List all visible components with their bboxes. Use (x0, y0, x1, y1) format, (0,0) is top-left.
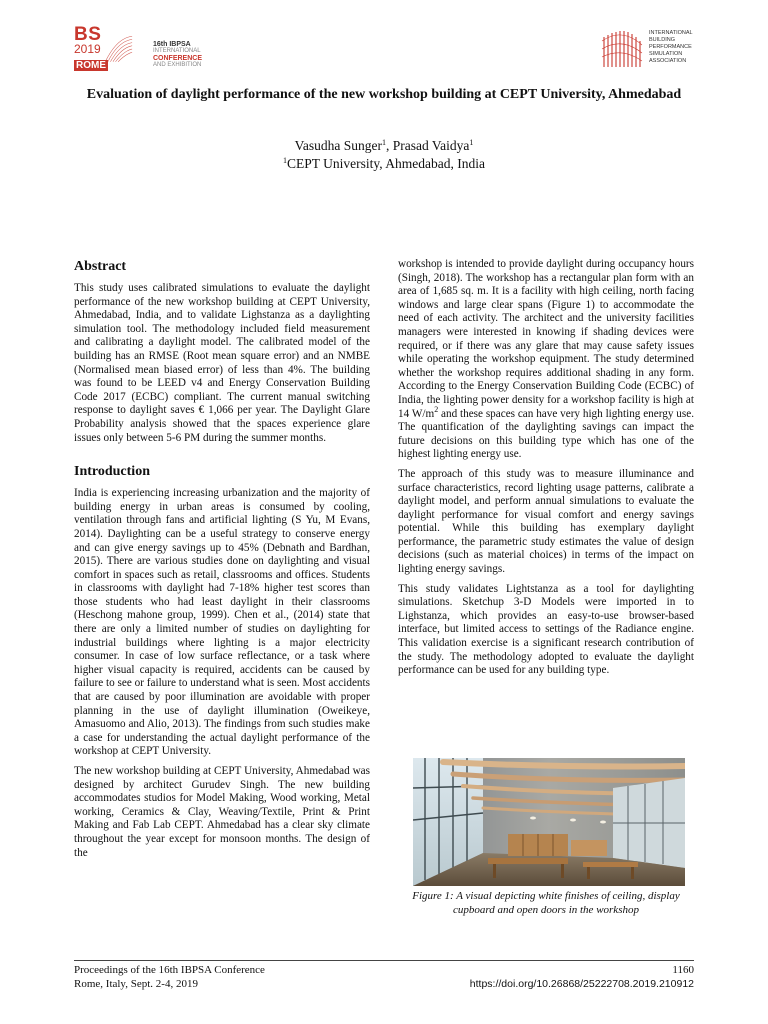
bs-logo-letters: BS (74, 24, 102, 45)
footer-meta (420, 963, 694, 991)
bs-logo-city: ROME (76, 60, 106, 71)
footer-divider (74, 960, 694, 961)
workshop-interior-photo (413, 758, 685, 886)
introduction-paragraph-2-continued (398, 258, 694, 462)
conference-label (153, 41, 202, 69)
conference-line-1: 16th IBPSA (153, 41, 191, 48)
ibpsa-line-2: BUILDING (649, 37, 675, 43)
ibpsa-line-1: INTERNATIONAL (649, 30, 693, 36)
introduction-paragraph-2: The new workshop building at CEPT University, Ahmedabad was designed by architect Gurudev Singh. The new building accommodates studios for Model Making, Wood working, Metal working, Ceramics & Clay, Weaving/Textile, Print & Print Making and Fab Lab CEPT. Ahmedabad has a clear sky climate throughout the year except for monsoon months. The design of the (74, 765, 370, 859)
ibpsa-line-4: SIMULATION (649, 51, 683, 57)
ibpsa-line-3: PERFORMANCE (649, 44, 692, 50)
bs-logo-graphic-icon (104, 27, 150, 71)
paper-title: Evaluation of daylight performance of the new workshop building at CEPT University, Ahmedabad (86, 87, 682, 102)
conference-line-3: CONFERENCE (153, 55, 203, 62)
introduction-heading: Introduction (74, 464, 150, 480)
author-sup-b: 1 (469, 138, 474, 147)
abstract-text: This study uses calibrated simulations to evaluate the daylight performance of the new workshop building at CEPT University, Ahmedabad, India, and to validate Lighstanza as a daylighting simulation tool. The methodology included field measurement and calibrating a daylight model. The calibrated model of the building has an RMSE (Root mean square error) and an NMBE (Normalised mean biased error) of less than 4%. The building was found to be LEED v4 and Energy Conservation Building Code 2017 (ECBC) compliant. The current manual switching response to daylight saves € 1,066 per year. The Daylight Glare Probability analysis showed that the spaces experience glare issues only between 5-6 PM during the summer months. (74, 282, 370, 444)
author-block (74, 137, 694, 173)
author-vaidya: , Prasad Vaidya (386, 138, 470, 153)
unit-superscript: 2 (434, 404, 439, 414)
ibpsa-line-5: ASSOCIATION (649, 58, 687, 64)
right-column (398, 258, 694, 684)
affiliation-text: CEPT University, Ahmedabad, India (287, 156, 485, 171)
conference-line-2: INTERNATIONAL (153, 48, 201, 54)
author-sunger: Vasudha Sunger (294, 138, 382, 153)
affiliation-sup: 1 (283, 156, 287, 165)
doi-link[interactable]: https://doi.org/10.26868/25222708.2019.210912 (469, 978, 694, 990)
author-sup-a: 1 (382, 138, 386, 147)
bs-logo-year: 2019 (74, 42, 101, 56)
footer-location: Rome, Italy, Sept. 2-4, 2019 (74, 978, 198, 990)
introduction-paragraph-4: This study validates Lightstanza as a tool for daylighting simulations. Sketchup 3-D Models were imported in to Lighstanza, which provides an easy-to-use browser-based interface, but limited access to settings of the Radiance engine. This validation exercise is a significant research contribution of the study. The methodology adopted to evaluate the daylight performance can be used for any building type. (398, 582, 694, 677)
figure-1-caption: Figure 1: A visual depicting white finishes of ceiling, display cupboard and open doors in the workshop (412, 890, 680, 916)
introduction-paragraph-1: India is experiencing increasing urbanization and the majority of building energy in urban areas is consumed by cooling, ventilation through fans and artificial lighting (S Yu, M Evans, 2014). Daylighting can be a useful strategy to conserve energy and can give energy savings up to 45% (Debnath and Bardhan, 2015). There are various studies done on daylighting and visual comfort in spaces such as retail, classrooms and offices. Students in classrooms with daylight had 7-18% higher test scores than those students who had least daylight in their classrooms (Heschong mahone group, 1999). Chen et al., (2014) state that there are only a limited number of studies on daylighting for industrial buildings where lighting is a major electricity consumer. In case of low surface reflectance, or a task where higher visual capacity is required, accidents can be caused by failure to see or failure to understand what is seen. Most accidents that are caused by poor illumination are avoidable with proper planning in the use of daylight illumination (Oweikeye, Amasuomo and Alio, 2013). The findings from such studies make a case for understanding the actual daylight performance of the workshop at CEPT University. (74, 487, 370, 758)
footer-conference: Proceedings of the 16th IBPSA Conference (74, 964, 265, 976)
author-affiliation (74, 155, 694, 173)
page-number: 1160 (672, 964, 694, 976)
footer-proceedings (74, 963, 265, 991)
left-column (74, 258, 370, 860)
conference-line-4: AND EXHIBITION (153, 62, 202, 68)
abstract-heading: Abstract (74, 259, 127, 274)
paragraph-2-cont-b: and these spaces can have very high lighting energy use. The quantification of the daylighting savings can impact the future decisions on this building type which has one of the highest lighting energy use. (398, 407, 694, 461)
ibpsa-logo-icon (600, 27, 644, 71)
author-names (74, 137, 694, 155)
ibpsa-label (649, 30, 719, 65)
introduction-paragraph-3: The approach of this study was to measure illuminance and surface characteristics, record lighting usage patterns, calibrate a daylight model, and perform annual simulations to evaluate the daylight performance for visual comfort and energy savings potential. While this building has exemplary daylight performance, the parametric study estimates the value of design decisions (such as material choices) in terms of the impact on lighting energy savings. (398, 467, 694, 576)
paragraph-2-cont-a: workshop is intended to provide daylight during occupancy hours (Singh, 2018). The workshop has a rectangular plan form with an area of 1,685 sq. m. It is a facility with high ceiling, north facing windows and large clear spans (Figure 1) to accommodate the need of each activity. The architect and the university facilities managers were interested in knowing if shading devices were required, or if there was any glare that may cause safety issues while operating the workshop equipment. The study determined whether the workshop requires additional shading in any form. According to the Energy Conservation Building Code (ECBC) of India, the lighting power density for a workshop facility is high at 14 W/m (398, 258, 694, 420)
